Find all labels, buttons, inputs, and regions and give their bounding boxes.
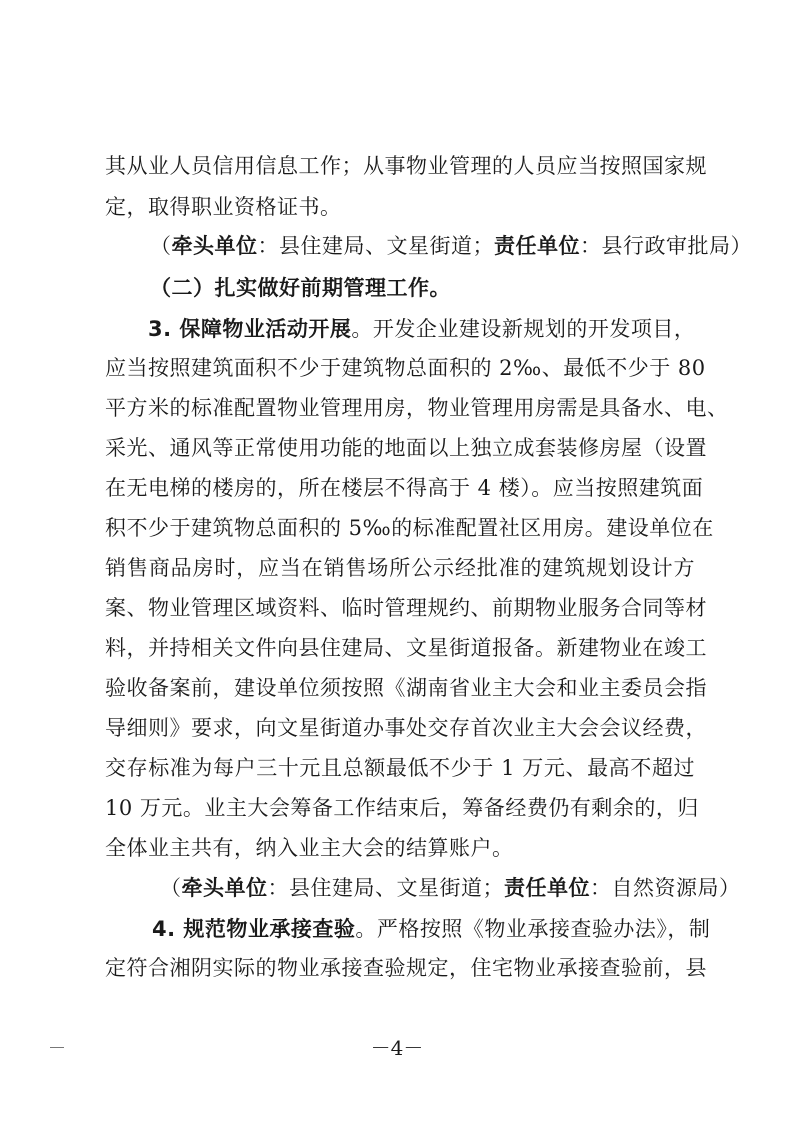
lead-unit-value: ：县住建局、文星街道；	[267, 876, 504, 900]
paragraph-line: 应当按照建筑面积不少于建筑物总面积的 2‰、最低不少于 80	[105, 356, 706, 380]
lead-unit-value: ：县住建局、文星街道；	[257, 234, 494, 258]
responsible-unit-label: 责任单位	[504, 876, 590, 900]
paragraph-line: 在无电梯的楼房的，所在楼层不得高于 4 楼）。应当按照建筑面	[105, 476, 704, 500]
paragraph-line: 平方米的标准配置物业管理用房，物业管理用房需是具备水、电、	[105, 396, 729, 420]
item-text: 。开发企业建设新规划的开发项目，	[351, 317, 696, 341]
paragraph-line: 销售商品房时，应当在销售场所公示经批准的建筑规划设计方	[105, 556, 695, 580]
item-heading-line	[152, 913, 711, 945]
section-heading: （二）扎实做好前期管理工作。	[150, 276, 451, 300]
paragraph-line: 导细则》要求，向文星街道办事处交存首次业主大会会议经费，	[105, 716, 707, 740]
paragraph-line: 交存标准为每户三十元且总额最低不少于 1 万元、最高不超过	[105, 756, 695, 780]
paragraph-line: 料，并持相关文件向县住建局、文星街道报备。新建物业在竣工	[105, 636, 707, 660]
item-heading-line	[148, 313, 695, 345]
item-title: 4. 规范物业承接查验	[152, 917, 356, 941]
paragraph-line: 案、物业管理区域资料、临时管理规约、前期物业服务合同等材	[105, 596, 707, 620]
paragraph-line: 定，取得职业资格证书。	[105, 195, 342, 219]
item-title: 3. 保障物业活动开展	[148, 317, 352, 341]
responsibility-line	[150, 230, 752, 262]
page-number: －4－	[370, 1036, 424, 1060]
lead-unit-label: 牵头单位	[171, 234, 258, 258]
item-text: 。严格按照《物业承接查验办法》，制	[355, 917, 711, 941]
paren-open: （	[150, 234, 172, 258]
paragraph-line: 10 万元。业主大会筹备工作结束后，筹备经费仍有剩余的，归	[105, 796, 699, 820]
responsible-unit-value: ：县行政审批局）	[580, 234, 752, 258]
paragraph-line: 定符合湘阴实际的物业承接查验规定，住宅物业承接查验前，县	[105, 956, 707, 980]
paragraph-line: 积不少于建筑物总面积的 5‰的标准配置社区用房。建设单位在	[105, 516, 714, 540]
responsible-unit-label: 责任单位	[494, 234, 580, 258]
paragraph-line: 验收备案前，建设单位须按照《湖南省业主大会和业主委员会指	[105, 676, 707, 700]
paragraph-line: 全体业主共有，纳入业主大会的结算账户。	[105, 836, 514, 860]
paren-open: （	[160, 876, 182, 900]
paragraph-line: 其从业人员信用信息工作；从事物业管理的人员应当按照国家规	[105, 154, 707, 178]
responsible-unit-value: ：自然资源局）	[590, 876, 741, 900]
lead-unit-label: 牵头单位	[181, 876, 268, 900]
paragraph-line: 采光、通风等正常使用功能的地面以上独立成套装修房屋（设置	[105, 436, 707, 460]
responsibility-line	[160, 872, 741, 904]
